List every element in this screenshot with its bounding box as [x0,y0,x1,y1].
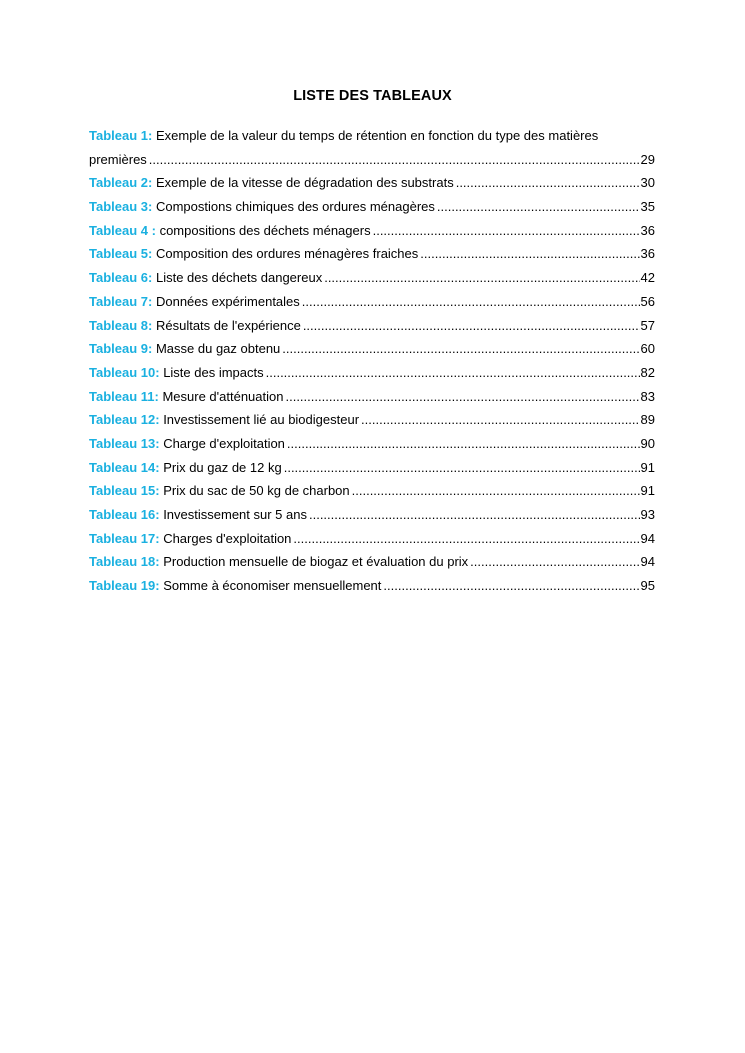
entry-title-group [89,219,371,243]
dot-leader [293,527,639,551]
entry-label: Tableau 1: [89,128,153,143]
toc-entry-15[interactable] [89,479,655,503]
entry-page-number: 90 [640,435,655,451]
dot-leader [470,550,639,574]
entry-title-group [89,574,381,598]
entry-title-group [89,527,291,551]
toc-entry-10[interactable] [89,361,655,385]
entry-title-group [89,385,283,409]
entry-title-group [89,361,264,385]
dot-leader [324,266,639,290]
entry-label: Tableau 3: [89,199,153,215]
toc-entry-12[interactable] [89,408,655,432]
toc-entry-1-second-line [89,148,655,172]
entry-title: Mesure d'atténuation [162,388,284,404]
dot-leader [383,574,639,598]
entry-page-number: 56 [640,293,655,309]
dot-leader [287,432,640,456]
toc-entry-14[interactable] [89,456,655,480]
entry-title-group [89,314,301,338]
entry-title-group [89,242,418,266]
entry-title: Investissement sur 5 ans [163,507,307,522]
entry-title-group [89,337,280,361]
dot-leader [352,479,640,503]
toc-entry-4[interactable] [89,219,655,243]
entry-title: Masse du gaz obtenu [155,341,281,357]
dot-leader [420,242,639,266]
dot-leader [266,361,640,385]
entry-title-group [89,290,300,314]
entry-title: Investissement lié au biodigesteur [163,412,360,428]
toc-entry-6[interactable] [89,266,655,290]
entry-page-number: 82 [640,364,655,380]
toc-entry-19[interactable] [89,574,655,598]
dot-leader [456,171,640,195]
entry-page-number: 94 [640,530,655,546]
toc-entry-8[interactable] [89,314,655,338]
entry-label: Tableau 7: [89,293,153,309]
dot-leader [437,195,640,219]
entry-title: Liste des déchets dangereux [155,270,323,286]
toc-entry-2[interactable] [89,171,655,195]
entry-label: Tableau 2: [89,175,153,191]
entry-page-number: 89 [640,412,655,428]
entry-page-number: 95 [640,578,655,594]
entry-label: Tableau 13: [89,435,160,451]
toc-entry-1-first-line [89,124,655,148]
entry-label: Tableau 14: [89,459,160,475]
toc-entry-13[interactable] [89,432,655,456]
entry-label: Tableau 10: [89,364,160,380]
entry-page-number: 36 [640,222,655,238]
entry-label: Tableau 12: [89,412,160,428]
entry-title: Données expérimentales [155,293,300,309]
entry-page-number: 35 [640,199,655,215]
table-of-tables [89,124,655,598]
dot-leader [373,219,640,243]
entry-title: Prix du sac de 50 kg de charbon [163,483,350,499]
entry-title-group [89,266,322,290]
dot-leader [302,290,640,314]
dot-leader [149,148,640,172]
entry-title: Exemple de la vitesse de dégradation des substrats [155,175,454,191]
entry-title: Compostions chimiques des ordures ménagères [155,199,435,215]
entry-label: Tableau 4 : [89,222,156,238]
entry-page-number: 57 [640,317,655,333]
entry-page-number: 91 [640,459,655,475]
entry-title-group [89,503,307,527]
entry-label: Tableau 18: [89,554,160,570]
entry-title: Somme à économiser mensuellement [163,578,382,594]
entry-page-number: 93 [640,507,655,522]
entry-title: Prix du gaz de 12 kg [163,459,282,475]
toc-entry-1[interactable] [89,124,655,171]
entry-title: Composition des ordures ménagères fraiches [155,246,419,262]
toc-entry-17[interactable] [89,527,655,551]
toc-entry-16[interactable] [89,503,655,527]
entry-page-number: 29 [640,151,655,167]
entry-label: Tableau 15: [89,483,160,499]
entry-title: compositions des déchets ménagers [159,222,371,238]
entry-label: Tableau 6: [89,270,153,286]
entry-page-number: 60 [640,341,655,357]
toc-entry-3[interactable] [89,195,655,219]
entry-title-group [89,432,285,456]
toc-entry-11[interactable] [89,385,655,409]
entry-label: Tableau 8: [89,317,153,333]
dot-leader [303,314,640,338]
entry-title-group [89,456,282,480]
toc-entry-5[interactable] [89,242,655,266]
entry-label: Tableau 17: [89,530,160,546]
entry-title: Charges d'exploitation [163,530,292,546]
entry-page-number: 91 [640,483,655,499]
entry-title: Charge d'exploitation [163,435,285,451]
entry-page-number: 36 [640,246,655,262]
entry-title-group [89,171,454,195]
entry-title-line1: Exemple de la valeur du temps de rétention en fonction du type des matières [155,128,599,143]
entry-title: Production mensuelle de biogaz et évaluation du prix [163,554,469,570]
entry-title: premières [89,151,147,167]
entry-title: Liste des impacts [163,364,264,380]
entry-label: Tableau 19: [89,578,160,594]
entry-label: Tableau 5: [89,246,153,262]
entry-page-number: 94 [640,554,655,570]
dot-leader [282,337,639,361]
entry-title-group [89,195,435,219]
toc-entry-18[interactable] [89,550,655,574]
entry-title-group [89,479,350,503]
toc-entry-7[interactable] [89,290,655,314]
dot-leader [285,385,639,409]
entry-page-number: 30 [640,175,655,191]
entry-label: Tableau 9: [89,341,153,357]
entry-label: Tableau 11: [89,388,159,404]
dot-leader [309,503,640,527]
entry-label: Tableau 16: [89,507,160,522]
entry-page-number: 42 [640,270,655,286]
dot-leader [361,408,640,432]
entry-title-group [89,550,468,574]
entry-title-group [89,408,359,432]
dot-leader [284,456,640,480]
page-title: LISTE DES TABLEAUX [293,88,452,104]
toc-entry-9[interactable] [89,337,655,361]
entry-page-number: 83 [640,388,655,404]
entry-title: Résultats de l'expérience [155,317,301,333]
